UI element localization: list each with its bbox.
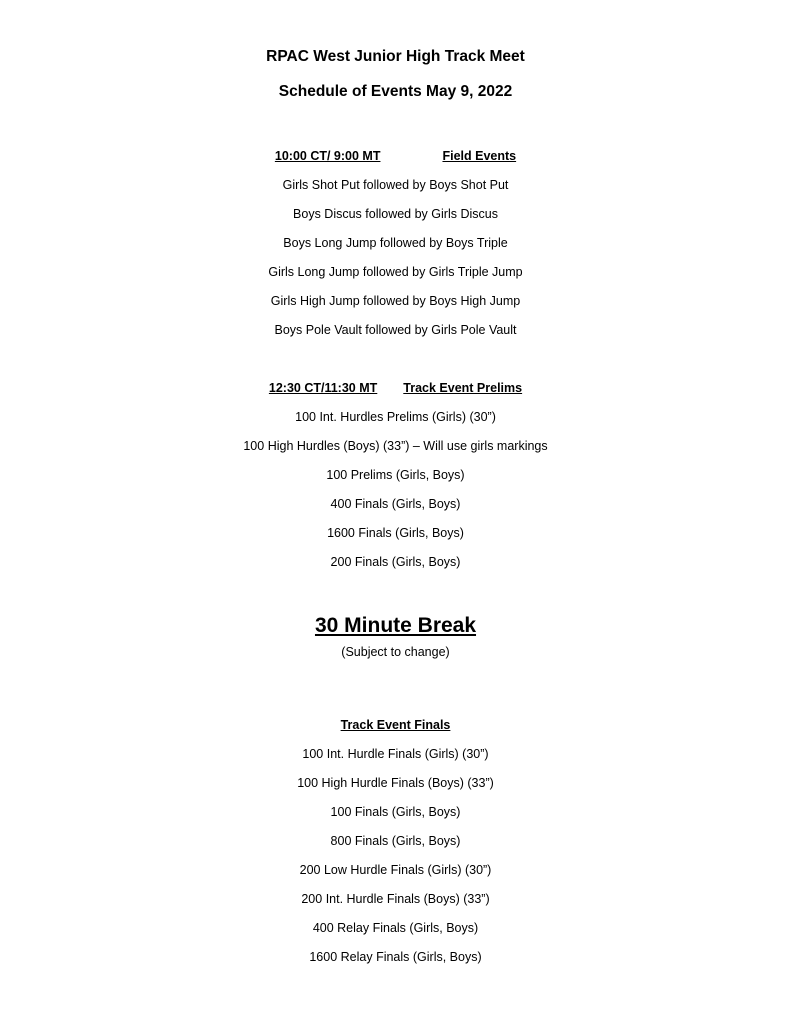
list-item: 100 High Hurdle Finals (Boys) (33”) — [297, 776, 494, 790]
list-item: 1600 Relay Finals (Girls, Boys) — [309, 950, 482, 964]
list-item: 100 Int. Hurdles Prelims (Girls) (30”) — [295, 410, 496, 424]
list-item: Boys Pole Vault followed by Girls Pole Vault — [274, 323, 517, 337]
list-item: 200 Int. Hurdle Finals (Boys) (33”) — [301, 892, 490, 906]
track-finals-heading: Track Event Finals — [340, 718, 451, 732]
list-item: Girls Shot Put followed by Boys Shot Put — [282, 178, 509, 192]
list-item: 200 Finals (Girls, Boys) — [330, 555, 461, 569]
list-item: 1600 Finals (Girls, Boys) — [327, 526, 464, 540]
field-events-time: 10:00 CT/ 9:00 MT — [274, 149, 381, 163]
list-item: 800 Finals (Girls, Boys) — [330, 834, 461, 848]
track-prelims-title: Track Event Prelims — [403, 381, 523, 395]
break-heading: 30 Minute Break — [314, 614, 477, 637]
break-note: (Subject to change) — [341, 645, 450, 659]
list-item: Boys Discus followed by Girls Discus — [293, 207, 498, 221]
list-item: 100 Prelims (Girls, Boys) — [326, 468, 465, 482]
list-item: Girls High Jump followed by Boys High Jump — [270, 294, 521, 308]
list-item: 400 Finals (Girls, Boys) — [330, 497, 461, 511]
document-title: RPAC West Junior High Track Meet — [266, 48, 525, 65]
list-item: 400 Relay Finals (Girls, Boys) — [312, 921, 479, 935]
list-item: 100 Int. Hurdle Finals (Girls) (30”) — [302, 747, 489, 761]
document-subtitle: Schedule of Events May 9, 2022 — [278, 83, 513, 100]
list-item: 100 High Hurdles (Boys) (33”) – Will use girls markings — [243, 439, 548, 453]
list-item: 200 Low Hurdle Finals (Girls) (30”) — [299, 863, 492, 877]
track-prelims-heading — [0, 381, 791, 395]
field-events-heading — [0, 149, 791, 163]
track-prelims-time: 12:30 CT/11:30 MT — [268, 381, 378, 395]
list-item: 100 Finals (Girls, Boys) — [330, 805, 461, 819]
list-item: Girls Long Jump followed by Girls Triple Jump — [268, 265, 523, 279]
field-events-title: Field Events — [442, 149, 517, 163]
list-item: Boys Long Jump followed by Boys Triple — [283, 236, 508, 250]
